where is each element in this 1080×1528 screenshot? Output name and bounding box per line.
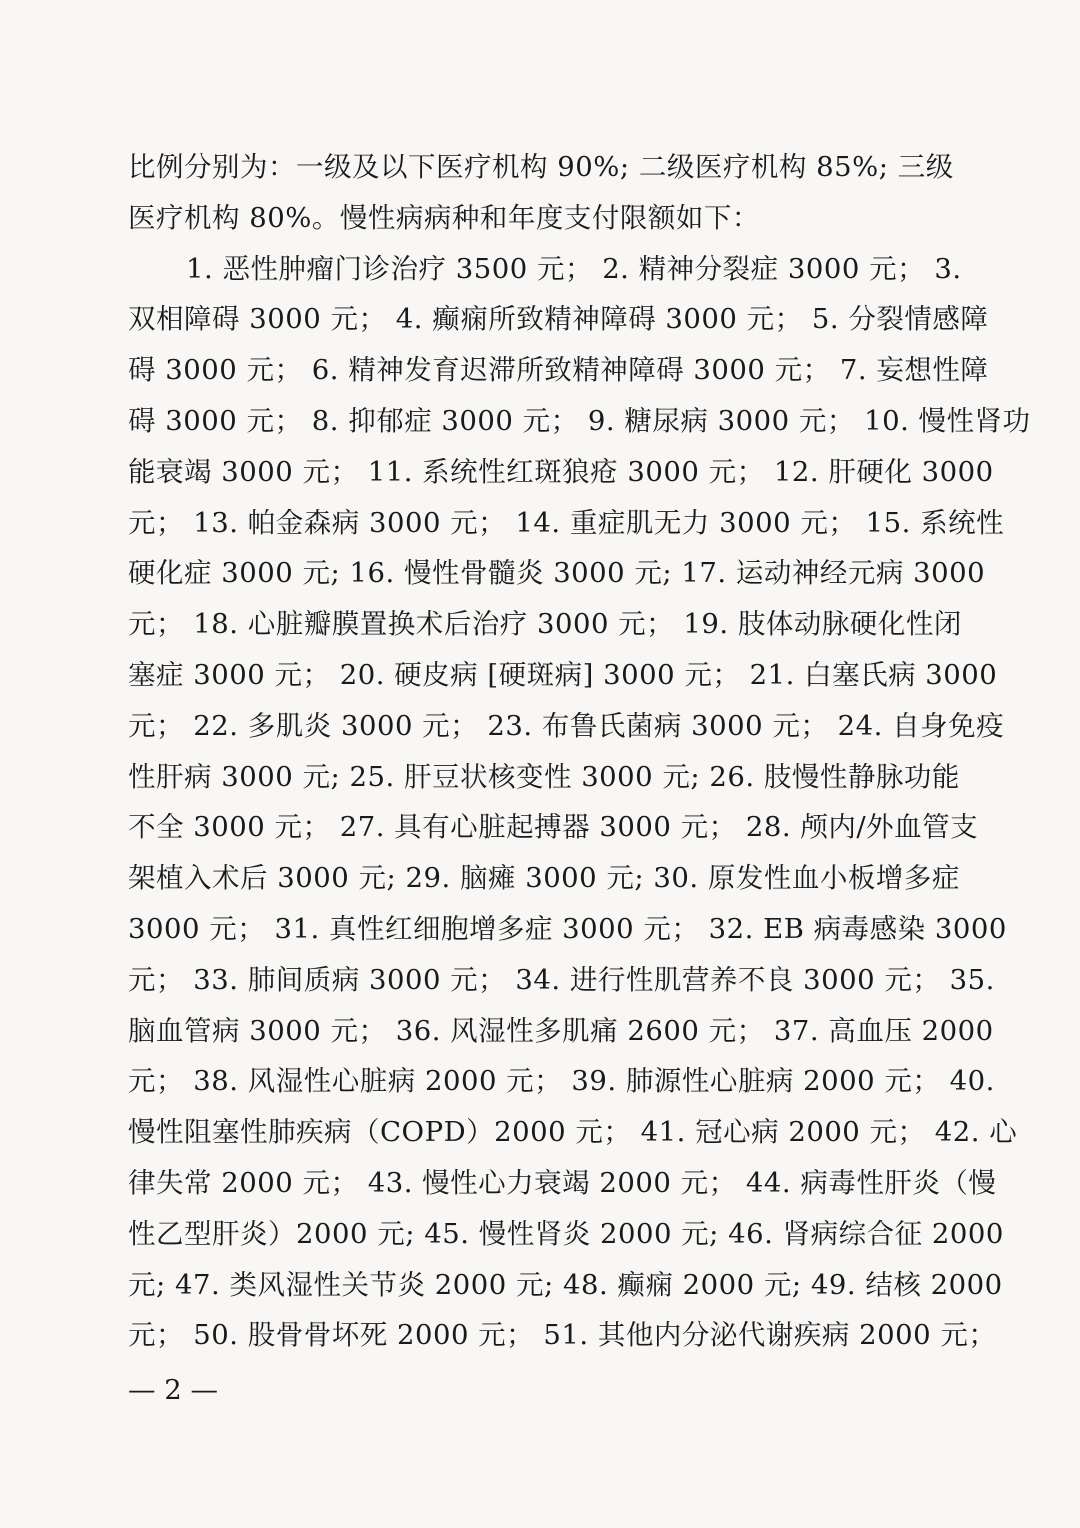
text-line: 性肝病 3000 元; 25. 肝豆状核变性 3000 元; 26. 肢慢性静脉功能	[128, 760, 960, 793]
text-line: 元； 18. 心脏瓣膜置换术后治疗 3000 元； 19. 肢体动脉硬化性闭	[128, 608, 962, 641]
body-text	[128, 142, 1031, 1361]
text-line: 医疗机构 80%。慢性病病种和年度支付限额如下：	[128, 201, 760, 234]
text-line: 律失常 2000 元； 43. 慢性心力衰竭 2000 元； 44. 病毒性肝炎（慢	[128, 1166, 997, 1199]
text-line: 塞症 3000 元； 20. 硬皮病 [硬斑病] 3000 元； 21. 白塞氏病 3000	[128, 658, 998, 691]
text-line: 元； 50. 股骨骨坏死 2000 元； 51. 其他内分泌代谢疾病 2000 元；	[128, 1319, 997, 1352]
text-line: 3000 元； 31. 真性红细胞增多症 3000 元； 32. EB 病毒感染 3000	[128, 912, 1007, 945]
text-line: 元； 13. 帕金森病 3000 元； 14. 重症肌无力 3000 元； 15. 系统性	[128, 506, 1005, 539]
text-line: 比例分别为：一级及以下医疗机构 90%; 二级医疗机构 85%; 三级	[128, 151, 954, 183]
text-line: 不全 3000 元； 27. 具有心脏起搏器 3000 元； 28. 颅内/外血管支	[128, 811, 979, 844]
text-line: 碍 3000 元； 8. 抑郁症 3000 元； 9. 糖尿病 3000 元； 10. 慢性肾功	[128, 404, 1031, 437]
text-line: 慢性阻塞性肺疾病（COPD）2000 元； 41. 冠心病 2000 元； 42. 心	[128, 1116, 1018, 1149]
text-line: 硬化症 3000 元; 16. 慢性骨髓炎 3000 元; 17. 运动神经元病 3000	[128, 557, 986, 590]
text-line: 碍 3000 元； 6. 精神发育迟滞所致精神障碍 3000 元； 7. 妄想性障	[128, 354, 989, 387]
text-line: 能衰竭 3000 元； 11. 系统性红斑狼疮 3000 元； 12. 肝硬化 3000	[128, 455, 994, 488]
text-line: 脑血管病 3000 元； 36. 风湿性多肌痛 2600 元； 37. 高血压 2000	[128, 1014, 994, 1047]
text-line: 元； 22. 多肌炎 3000 元； 23. 布鲁氏菌病 3000 元； 24. 自身免疫	[128, 709, 1005, 742]
text-line: 性乙型肝炎）2000 元; 45. 慢性肾炎 2000 元; 46. 肾病综合征 2000	[128, 1217, 1004, 1250]
text-line: 1. 恶性肿瘤门诊治疗 3500 元； 2. 精神分裂症 3000 元； 3.	[186, 252, 962, 285]
text-line: 元； 38. 风湿性心脏病 2000 元； 39. 肺源性心脏病 2000 元； 40.	[128, 1065, 995, 1098]
text-line: 元; 47. 类风湿性关节炎 2000 元; 48. 癫痫 2000 元; 49. 结核 2000	[128, 1268, 1003, 1301]
text-line: 架植入术后 3000 元; 29. 脑瘫 3000 元; 30. 原发性血小板增多症	[128, 862, 960, 895]
page-number: — 2 —	[128, 1374, 218, 1406]
text-line: 双相障碍 3000 元； 4. 癫痫所致精神障碍 3000 元； 5. 分裂情感障	[128, 303, 989, 336]
text-line: 元； 33. 肺间质病 3000 元； 34. 进行性肌营养不良 3000 元； 35.	[128, 963, 995, 996]
